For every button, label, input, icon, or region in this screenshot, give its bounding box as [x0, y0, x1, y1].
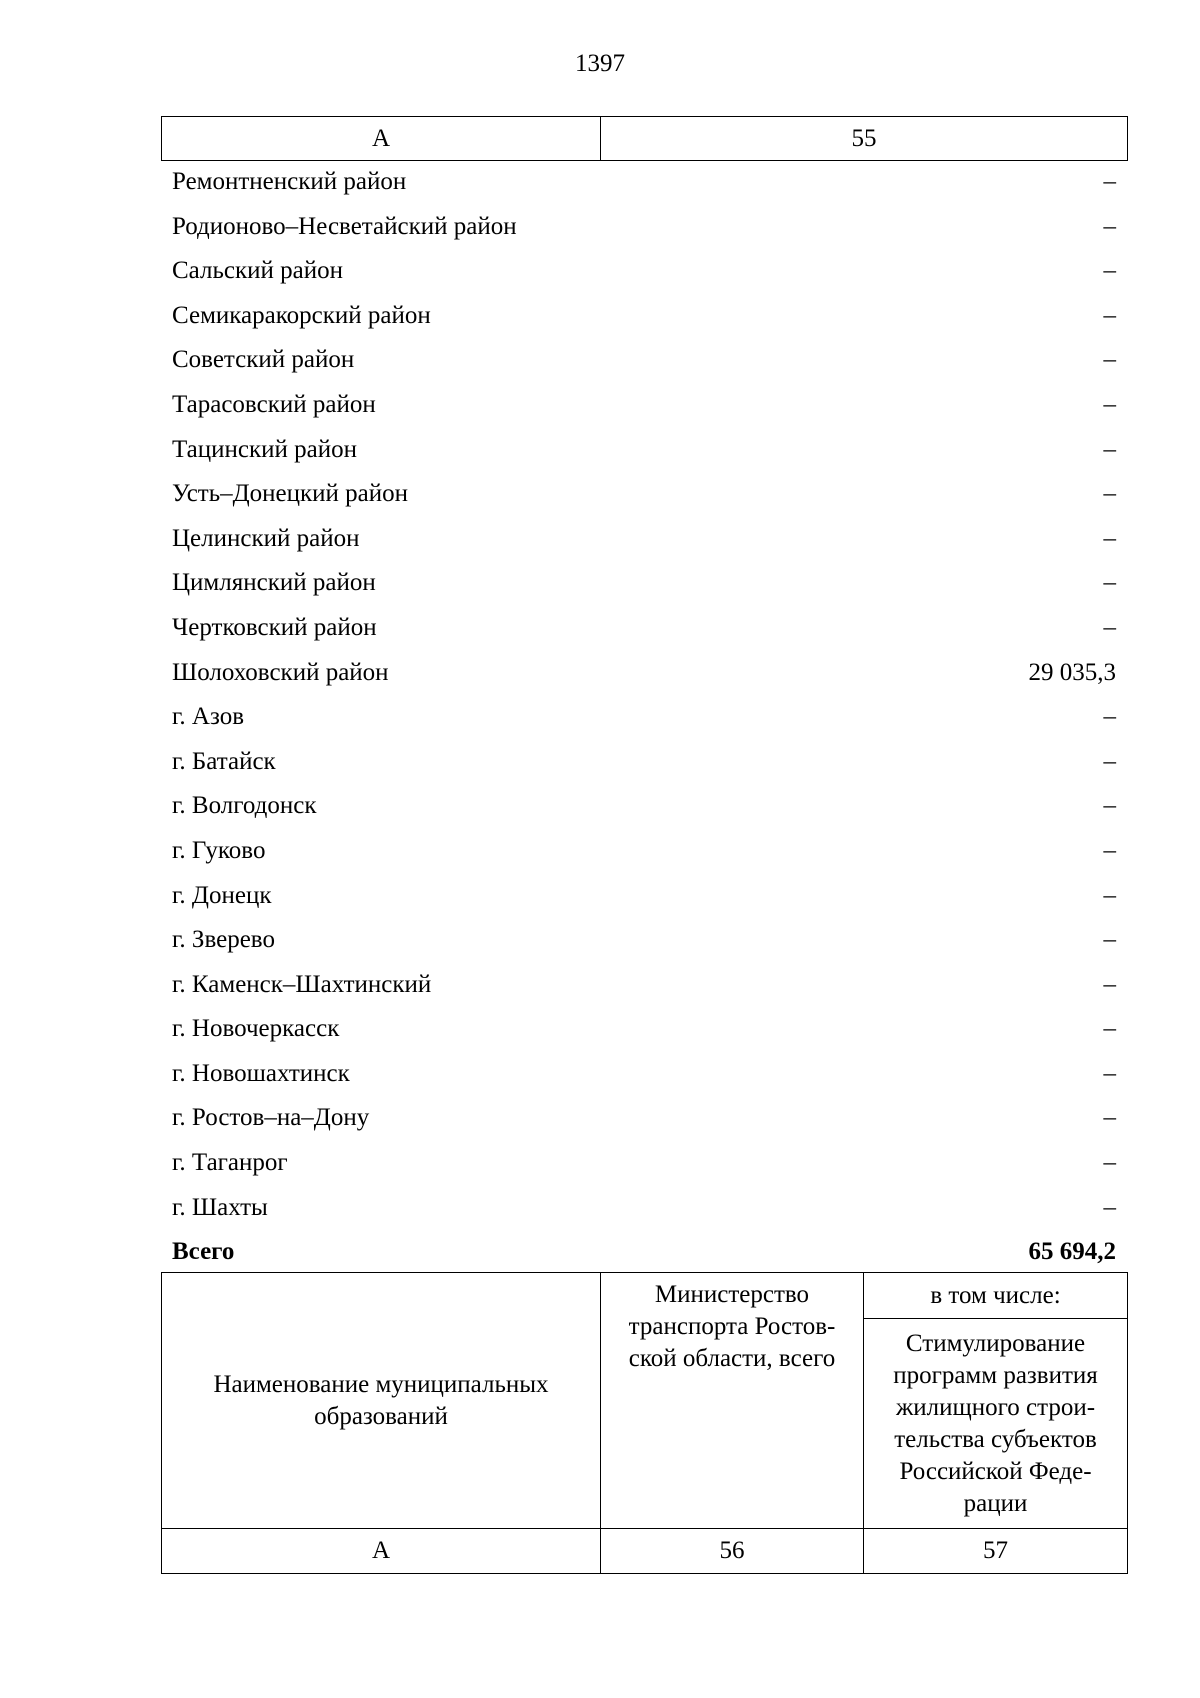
row-value: –	[1103, 301, 1116, 329]
header-municipality-line: образований	[314, 1402, 448, 1430]
table-row	[161, 561, 1127, 606]
row-value: –	[1103, 881, 1116, 909]
bottom-header-table	[161, 1272, 1128, 1574]
top-header-row	[162, 117, 1128, 161]
table-row	[161, 918, 1127, 963]
page-number: 1397	[575, 50, 625, 77]
row-name: г. Волгодонск	[172, 792, 317, 820]
header-col-a: А	[162, 117, 601, 161]
row-name: г. Шахты	[172, 1193, 268, 1221]
table-row	[161, 784, 1127, 829]
row-value: –	[1103, 480, 1116, 508]
row-value: –	[1103, 1149, 1116, 1177]
header-ministry-line: ской области, всего	[628, 1345, 836, 1372]
header-housing-line: Стимулирование	[905, 1329, 1086, 1357]
table-row	[161, 338, 1127, 383]
header-municipality-name	[162, 1273, 601, 1529]
header-housing-line: рации	[963, 1489, 1028, 1517]
total-value: 65 694,2	[1028, 1238, 1116, 1266]
row-value: –	[1103, 435, 1116, 463]
header-ministry-line: Министерство	[654, 1281, 810, 1308]
row-name: Цимлянский район	[172, 569, 376, 597]
table-row	[161, 294, 1127, 339]
row-value: –	[1103, 1193, 1116, 1221]
bottom-header-row-1	[162, 1273, 1128, 1319]
table-row	[161, 205, 1127, 250]
rows-list	[161, 160, 1127, 1275]
row-name: Тацинский район	[172, 435, 357, 463]
row-value: –	[1103, 524, 1116, 552]
row-value: –	[1103, 1015, 1116, 1043]
row-value: –	[1103, 212, 1116, 240]
table-row	[161, 1052, 1127, 1097]
table-row	[161, 740, 1127, 785]
header-municipality-line: Наименование муниципальных	[213, 1370, 549, 1398]
index-col-57: 57	[864, 1529, 1128, 1574]
row-name: г. Донецк	[172, 881, 272, 909]
row-value: –	[1103, 747, 1116, 775]
table-row	[161, 651, 1127, 696]
header-housing-line: тельства субъектов	[894, 1425, 1097, 1453]
table-row	[161, 963, 1127, 1008]
index-col-a: А	[162, 1529, 601, 1574]
row-name: Сальский район	[172, 257, 343, 285]
table-row	[161, 1096, 1127, 1141]
row-value: –	[1103, 836, 1116, 864]
row-value: –	[1103, 970, 1116, 998]
table-row	[161, 472, 1127, 517]
row-value: –	[1103, 569, 1116, 597]
header-housing-line: программ развития	[893, 1361, 1098, 1389]
row-name: Чертковский район	[172, 613, 377, 641]
row-value: –	[1103, 168, 1116, 195]
row-name: г. Новочеркасск	[172, 1015, 340, 1043]
table-row	[161, 695, 1127, 740]
header-housing-line: Российской Феде-	[899, 1457, 1092, 1485]
row-name: Родионово–Несветайский район	[172, 212, 517, 240]
row-value: –	[1103, 926, 1116, 954]
row-name: Советский район	[172, 346, 355, 374]
header-ministry-line: транспорта Ростов-	[628, 1313, 836, 1340]
row-name: Усть–Донецкий район	[172, 480, 409, 508]
header-col-55: 55	[601, 117, 1128, 161]
row-name: Шолоховский район	[172, 658, 389, 686]
bottom-header-index-row	[162, 1529, 1128, 1574]
row-value: 29 035,3	[1028, 658, 1116, 686]
row-name: г. Таганрог	[172, 1149, 288, 1177]
row-name: Семикаракорский район	[172, 301, 431, 329]
table-row	[161, 874, 1127, 919]
table-row	[161, 160, 1127, 205]
top-header-table	[161, 116, 1128, 161]
header-ministry-total	[601, 1273, 864, 1529]
row-value: –	[1103, 792, 1116, 820]
table-row	[161, 428, 1127, 473]
row-name: г. Ростов–на–Дону	[172, 1104, 370, 1132]
row-value: –	[1103, 703, 1116, 731]
table-row	[161, 1141, 1127, 1186]
row-value: –	[1103, 1059, 1116, 1087]
row-name: г. Зверево	[172, 926, 275, 954]
row-name: г. Батайск	[172, 747, 276, 775]
table-row	[161, 1186, 1127, 1231]
row-value: –	[1103, 1104, 1116, 1132]
row-name: Ремонтненский район	[172, 168, 407, 195]
header-including: в том числе:	[864, 1273, 1128, 1319]
table-row	[161, 249, 1127, 294]
table-row	[161, 1007, 1127, 1052]
row-name: г. Каменск–Шахтинский	[172, 970, 432, 998]
table-row	[161, 517, 1127, 562]
header-housing-stimulation	[864, 1319, 1128, 1529]
row-value: –	[1103, 613, 1116, 641]
table-row	[161, 383, 1127, 428]
row-value: –	[1103, 257, 1116, 285]
row-value: –	[1103, 346, 1116, 374]
row-name: г. Новошахтинск	[172, 1059, 350, 1087]
row-name: Целинский район	[172, 524, 360, 552]
index-col-56: 56	[601, 1529, 864, 1574]
row-name: г. Гуково	[172, 836, 266, 864]
total-label: Всего	[172, 1238, 235, 1266]
row-name: г. Азов	[172, 703, 245, 731]
row-value: –	[1103, 390, 1116, 418]
table-row	[161, 606, 1127, 651]
header-housing-line: жилищного строи-	[895, 1393, 1096, 1421]
row-name: Тарасовский район	[172, 390, 376, 418]
total-row	[161, 1230, 1127, 1275]
table-row	[161, 829, 1127, 874]
